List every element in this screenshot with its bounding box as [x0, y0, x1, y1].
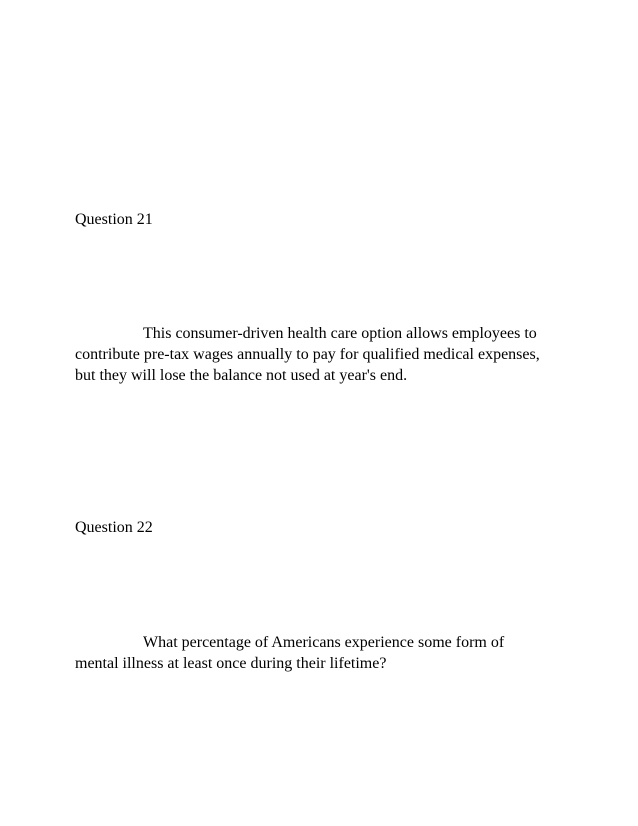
question-22-text [75, 632, 565, 674]
question-21-heading: Question 21 [75, 211, 153, 228]
question-21-line-3: but they will lose the balance not used at year's end. [75, 367, 408, 384]
question-21-line-1: This consumer-driven health care option allows employees to [143, 325, 537, 342]
question-22-line-1: What percentage of Americans experience some form of [143, 634, 505, 651]
question-21-line-2: contribute pre-tax wages annually to pay for qualified medical expenses, [75, 346, 540, 363]
question-21-text [75, 323, 565, 386]
question-22-heading: Question 22 [75, 519, 153, 536]
question-22-line-2: mental illness at least once during their lifetime? [75, 655, 387, 672]
